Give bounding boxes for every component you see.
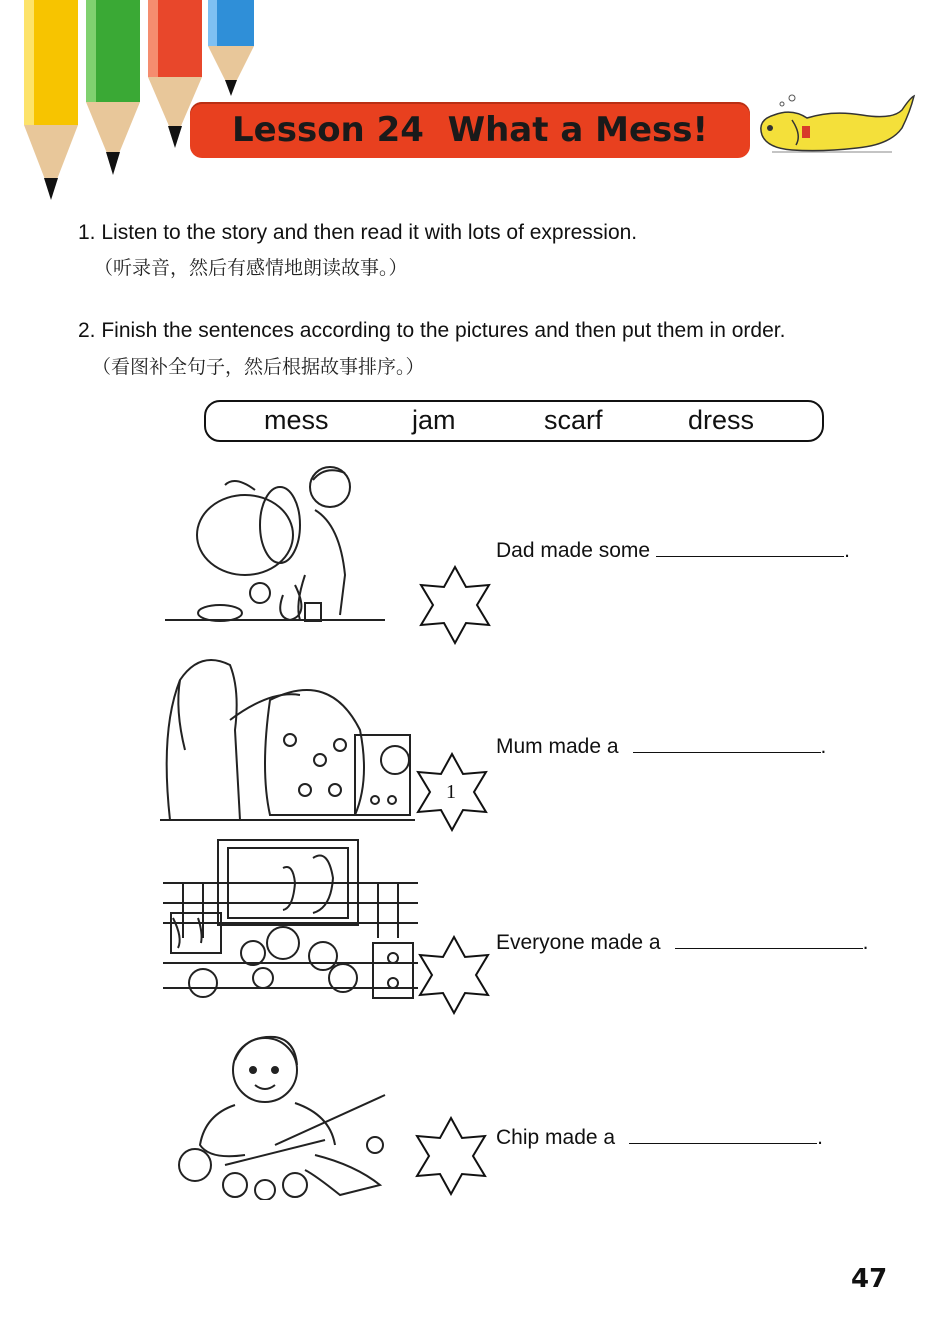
- sentence-end: .: [844, 539, 850, 562]
- order-star-4: [411, 1116, 491, 1196]
- page-number: 47: [851, 1264, 888, 1294]
- sentence-text: Dad made some: [496, 539, 651, 562]
- order-star-1: [415, 565, 495, 645]
- green-pencil-icon: [84, 0, 144, 180]
- exercise-sentence-4: [496, 1125, 823, 1150]
- answer-blank[interactable]: [629, 1125, 817, 1144]
- instruction-2-chinese: （看图补全句子，然后根据故事排序。）: [92, 356, 425, 378]
- exercise-sentence-3: [496, 930, 868, 955]
- answer-blank[interactable]: [633, 734, 821, 753]
- sentence-end: .: [862, 931, 869, 954]
- sentence-end: .: [817, 1126, 823, 1149]
- exercise-sentence-2: [496, 734, 826, 759]
- word-bank-item: mess: [264, 405, 329, 435]
- instruction-2: 2. Finish the sentences according to the pictures and then put them in order.: [78, 319, 786, 342]
- messy-kitchen-icon: [163, 838, 423, 1008]
- sentence-text: Everyone made a: [496, 931, 661, 954]
- chip-knitting-scarf-icon: [165, 1025, 395, 1200]
- dad-pouring-pot-icon: [165, 465, 395, 635]
- sentence-end: .: [820, 735, 827, 758]
- title-banner: [190, 102, 750, 158]
- order-number: 1: [446, 781, 456, 803]
- answer-blank[interactable]: [675, 930, 863, 949]
- lesson-title: Lesson 24 What a Mess!: [232, 110, 708, 150]
- sentence-text: Mum made a: [496, 735, 619, 758]
- sentence-text: Chip made a: [496, 1126, 616, 1149]
- instruction-1-chinese: （听录音，然后有感情地朗读故事。）: [94, 257, 408, 279]
- order-star-2: [412, 752, 492, 832]
- blue-pencil-icon: [206, 0, 258, 98]
- order-star-3: [414, 935, 494, 1015]
- mum-sewing-dress-icon: [160, 650, 420, 825]
- word-bank-item: scarf: [544, 405, 603, 435]
- answer-blank[interactable]: [656, 538, 844, 557]
- instruction-1: 1. Listen to the story and then read it with lots of expression.: [78, 221, 638, 244]
- exercise-sentence-1: [496, 538, 850, 563]
- word-bank: [204, 400, 824, 442]
- sleeping-dog-icon: [752, 90, 922, 160]
- word-bank-item: jam: [412, 405, 456, 435]
- word-bank-item: dress: [688, 405, 755, 435]
- yellow-pencil-icon: [22, 0, 82, 205]
